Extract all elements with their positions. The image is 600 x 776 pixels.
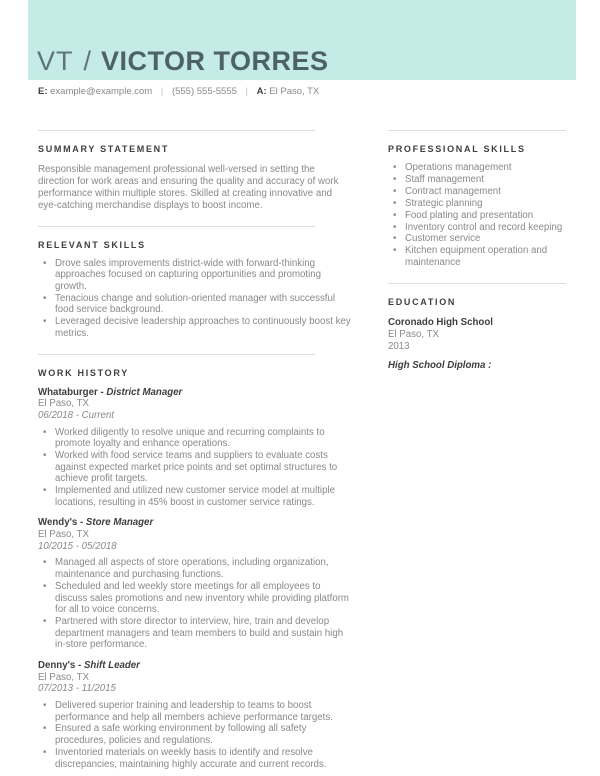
degree-title: High School Diploma xyxy=(388,359,486,371)
monogram-initials: VT xyxy=(37,46,74,76)
job-dates: 10/2015 - 05/2018 xyxy=(38,540,117,552)
section-divider xyxy=(388,283,566,284)
job-duty: • Delivered superior training and leadership to teams to boost performance and help all members achieve performance targets. xyxy=(38,700,352,723)
section-divider xyxy=(38,226,315,227)
section-divider xyxy=(38,130,315,131)
section-title-education: EDUCATION xyxy=(388,297,457,308)
section-title-work-history: WORK HISTORY xyxy=(38,367,129,378)
job-role: District Manager xyxy=(106,386,183,398)
job-entry xyxy=(38,517,352,651)
section-divider xyxy=(38,354,315,355)
job-role: Shift Leader xyxy=(83,660,140,672)
section-title-relevant-skills: RELEVANT SKILLS xyxy=(38,239,146,250)
company-name: Denny's xyxy=(38,660,76,672)
relevant-skills-list xyxy=(38,258,352,340)
address-value: El Paso, TX xyxy=(269,86,320,97)
job-title-separator: - xyxy=(78,660,82,672)
degree-suffix: : xyxy=(488,359,492,371)
section-summary xyxy=(38,130,352,212)
job-duty: • Worked diligently to resolve unique and recurring complaints to promote loyalty and enhance operations. xyxy=(38,427,352,450)
job-duty: • Partnered with store director to interview, hire, train and develop department managers and team members to build and sustain high in-store performance. xyxy=(38,616,352,651)
professional-skill-item: • Inventory control and record keeping xyxy=(388,222,566,234)
company-name: Wendy's xyxy=(38,517,78,529)
job-location: El Paso, TX xyxy=(38,398,89,410)
job-duty: • Inventoried materials on weekly basis to identify and resolve discrepancies, maintaining highly accurate and current records. xyxy=(38,747,352,770)
contact-separator: | xyxy=(245,86,249,97)
degree-line xyxy=(388,360,566,372)
skill-item: • Drove sales improvements district-wide with forward-thinking approaches focused on capturing opportunities and promoting growth. xyxy=(38,258,352,293)
right-column xyxy=(388,130,566,776)
address-label: A: xyxy=(256,86,267,97)
professional-skill-item: • Customer service xyxy=(388,233,566,245)
email-label: E: xyxy=(38,86,48,97)
job-entry xyxy=(38,660,352,770)
professional-skill-item: • Strategic planning xyxy=(388,198,566,210)
job-duties-list xyxy=(38,557,352,651)
graduation-year: 2013 xyxy=(388,340,410,352)
section-title-summary: SUMMARY STATEMENT xyxy=(38,144,170,154)
job-dates: 07/2013 - 11/2015 xyxy=(38,683,116,695)
email-value: example@example.com xyxy=(50,86,153,97)
job-title-line xyxy=(38,660,352,672)
skill-item: • Tenacious change and solution-oriented manager with successful food service background. xyxy=(38,293,352,316)
job-title-separator: - xyxy=(79,517,84,529)
job-duty: • Scheduled and led weekly store meetings for all employees to discuss sales promotions and new inventory while providing platform for all to voice concerns. xyxy=(38,581,352,616)
job-duty: • Ensured a safe working environment by following all safety procedures, policies and regulations. xyxy=(38,723,352,746)
professional-skill-item: • Staff management xyxy=(388,174,566,186)
professional-skill-item: • Contract management xyxy=(388,186,566,198)
skill-item: • Leveraged decisive leadership approaches to continuously boost key metrics. xyxy=(38,316,352,339)
company-name: Whataburger xyxy=(38,386,98,398)
section-relevant-skills xyxy=(38,226,352,340)
job-title-line xyxy=(38,517,352,529)
summary-text: Responsible management professional well-versed in setting the direction for work areas and ensuring the quality and accuracy of work performance within multiple stores. Skilled at creating innovative and eye-catching merchandise displays to boost income. xyxy=(38,164,339,211)
school-location: El Paso, TX xyxy=(388,329,439,341)
job-duties-list xyxy=(38,427,352,509)
monogram-slash-divider: / xyxy=(83,46,92,76)
section-professional-skills xyxy=(388,130,566,269)
job-title-separator: - xyxy=(100,386,104,398)
job-duties-list xyxy=(38,700,352,770)
section-divider xyxy=(388,130,566,131)
job-dates: 06/2018 - Current xyxy=(38,409,114,421)
contact-separator: | xyxy=(160,86,164,97)
job-location: El Paso, TX xyxy=(38,529,89,541)
professional-skill-item: • Food plating and presentation xyxy=(388,210,566,222)
section-title-professional-skills: PROFESSIONAL SKILLS xyxy=(388,144,526,154)
job-title-line xyxy=(38,387,352,399)
school-name: Coronado High School xyxy=(388,317,493,329)
professional-skill-item: • Operations management xyxy=(388,162,566,174)
header-banner xyxy=(28,0,576,80)
contact-bar xyxy=(38,86,600,97)
left-column xyxy=(38,130,352,776)
job-role: Store Manager xyxy=(85,517,154,529)
section-education xyxy=(388,283,566,372)
job-duty: • Managed all aspects of store operations, including organization, maintenance and purchasing functions. xyxy=(38,557,352,580)
job-entry xyxy=(38,387,352,509)
job-duty: • Worked with food service teams and suppliers to evaluate costs against expected market price points and set optimal structures to achieve profit targets. xyxy=(38,450,352,485)
job-location: El Paso, TX xyxy=(38,671,89,683)
professional-skill-item: • Kitchen equipment operation and maintenance xyxy=(388,245,566,269)
job-duty: • Implemented and utilized new customer service model at multiple locations, resulting in 45% boost in customer service ratings. xyxy=(38,485,352,508)
content-columns xyxy=(38,130,566,776)
phone-value: (555) 555-5555 xyxy=(171,86,237,97)
professional-skills-list xyxy=(388,162,566,269)
section-work-history xyxy=(38,354,352,771)
person-name: VICTOR TORRES xyxy=(101,46,329,76)
